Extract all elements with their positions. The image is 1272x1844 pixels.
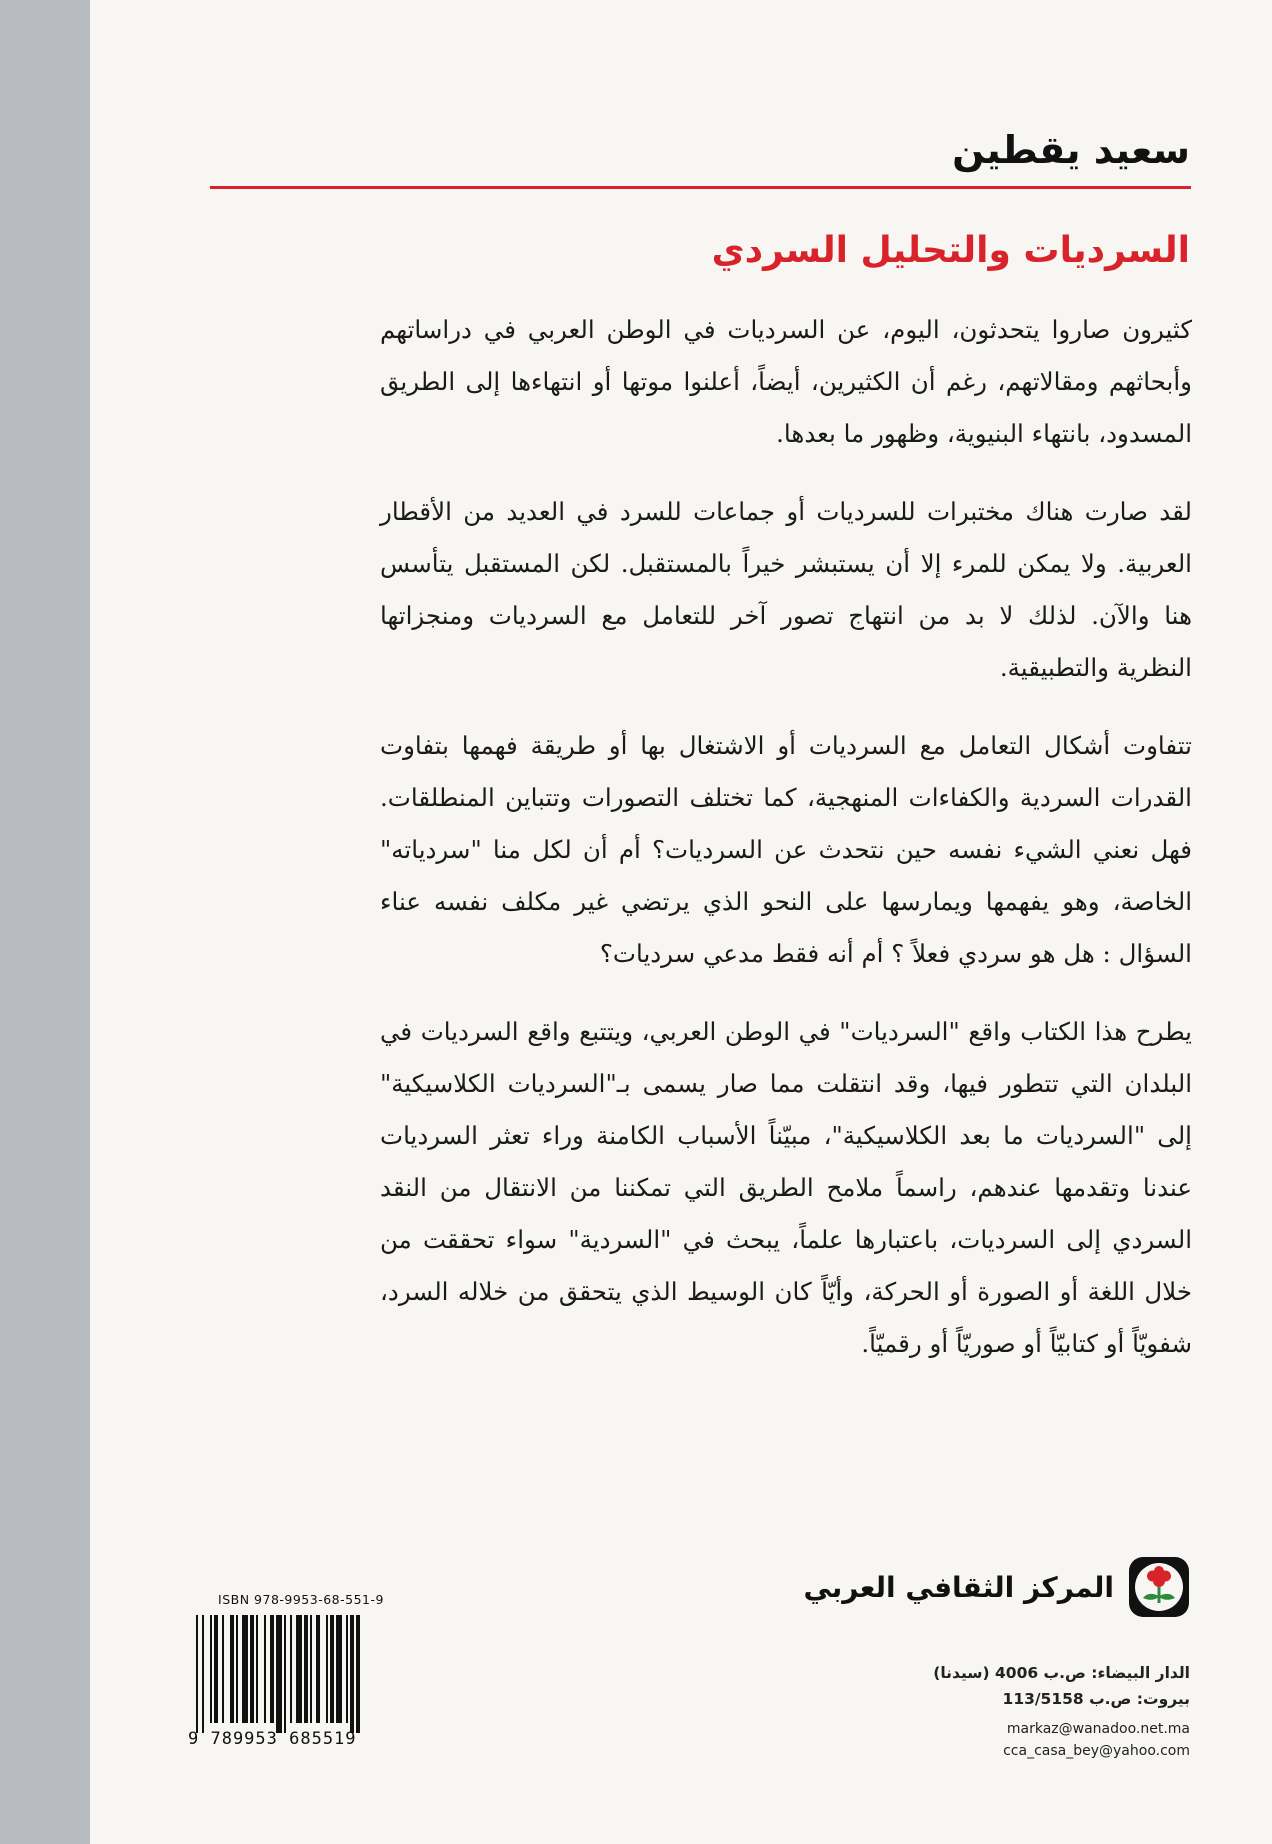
- barcode-bar: [350, 1615, 354, 1733]
- blurb-paragraph-3: تتفاوت أشكال التعامل مع السرديات أو الاشتغال بها أو طريقة فهمها بتفاوت القدرات السردية والكفاءات المنهجية، كما تختلف التصورات وتتباين المنطلقات. فهل نعني الشيء نفسه حين نتحدث عن السرديات؟ أم أن لكل منا "سردياته" الخاصة، وهو يفهمها ويمارسها على النحو الذي يرتضي غير مكلف نفسه عناء السؤال : هل هو سردي فعلاً ؟ أم أنه فقط مدعي سرديات؟: [380, 731, 1192, 968]
- barcode-bar: [214, 1615, 218, 1723]
- barcode-bar: [290, 1615, 292, 1723]
- book-title: السرديات والتحليل السردي: [711, 230, 1190, 271]
- author-name: سعيد يقطين: [952, 128, 1190, 172]
- barcode-bar: [284, 1615, 286, 1733]
- barcode-bar: [316, 1615, 320, 1723]
- blurb-paragraph-2: لقد صارت هناك مختبرات للسرديات أو جماعات للسرد في العديد من الأقطار العربية. ولا يمكن للمرء إلا أن يستبشر خيراً بالمستقبل. لكن المستقبل يتأسس هنا والآن. لذلك لا بد من انتهاج تصور آخر للتعامل مع السرديات ومنجزاتها النظرية والتطبيقية.: [380, 497, 1192, 682]
- publisher-email-2: cca_casa_bey@yahoo.com: [1003, 1743, 1190, 1759]
- barcode-bar: [310, 1615, 312, 1723]
- address-casablanca: الدار البيضاء: ص.ب 4006 (سيدنا): [933, 1664, 1190, 1682]
- barcode-bar: [236, 1615, 238, 1723]
- barcode-digits: 9 789953 685519: [188, 1729, 357, 1749]
- flower-logo-icon: [1128, 1556, 1190, 1618]
- address-beirut: بيروت: ص.ب 113/5158: [1002, 1690, 1190, 1708]
- book-spine-strip: [0, 0, 90, 1844]
- barcode-bar: [270, 1615, 274, 1723]
- barcode-bar: [304, 1615, 308, 1723]
- blurb-paragraph-4: يطرح هذا الكتاب واقع "السرديات" في الوطن العربي، ويتتبع واقع السرديات في البلدان التي تتطور فيها، وقد انتقلت مما صار يسمى بـ"السرديات الكلاسيكية" إلى "السرديات ما بعد الكلاسيكية"، مبيّناً الأسباب الكامنة وراء تعثر السرديات عندنا وتقدمها عندهم، راسماً ملامح الطريق التي تمكننا من الانتقال من النقد السردي إلى السرديات، باعتبارها علماً، يبحث في "السردية" سواء تحققت من خلال اللغة أو الصورة أو الحركة، وأيّاً كان الوسيط الذي يتحقق من خلاله السرد، شفويّاً أو كتابيّاً أو صوريّاً أو رقميّاً.: [380, 1017, 1192, 1358]
- barcode-bar: [242, 1615, 248, 1723]
- publisher-email-1: markaz@wanadoo.net.ma: [1006, 1721, 1190, 1737]
- publisher-block: [803, 1556, 1190, 1618]
- barcode-icon: [188, 1615, 414, 1733]
- blurb-text: [380, 304, 1192, 1396]
- barcode-bar: [196, 1615, 198, 1733]
- publisher-address: [830, 1660, 1190, 1762]
- barcode-bar: [230, 1615, 234, 1723]
- barcode-bar: [210, 1615, 212, 1723]
- barcode-bar: [346, 1615, 348, 1723]
- barcode-bar: [356, 1615, 360, 1733]
- isbn-barcode-block: [188, 1592, 414, 1749]
- barcode-bar: [330, 1615, 334, 1723]
- barcode-bar: [296, 1615, 302, 1723]
- barcode-bar: [276, 1615, 282, 1733]
- barcode-bar: [336, 1615, 342, 1723]
- publisher-name: المركز الثقافي العربي: [803, 1570, 1114, 1604]
- isbn-label: ISBN 978-9953-68-551-9: [218, 1592, 384, 1607]
- red-divider: [210, 186, 1191, 189]
- barcode-bar: [250, 1615, 254, 1723]
- barcode-bar: [256, 1615, 258, 1723]
- barcode-bar: [326, 1615, 328, 1723]
- blurb-paragraph-1: كثيرون صاروا يتحدثون، اليوم، عن السرديات في الوطن العربي في دراساتهم وأبحاثهم ومقالاتهم، رغم أن الكثيرين، أيضاً، أعلنوا موتها أو انتهاءها إلى الطريق المسدود، بانتهاء البنيوية، وظهور ما بعدها.: [380, 315, 1192, 448]
- barcode-bar: [222, 1615, 224, 1723]
- barcode-bar: [264, 1615, 266, 1723]
- barcode-bar: [202, 1615, 204, 1733]
